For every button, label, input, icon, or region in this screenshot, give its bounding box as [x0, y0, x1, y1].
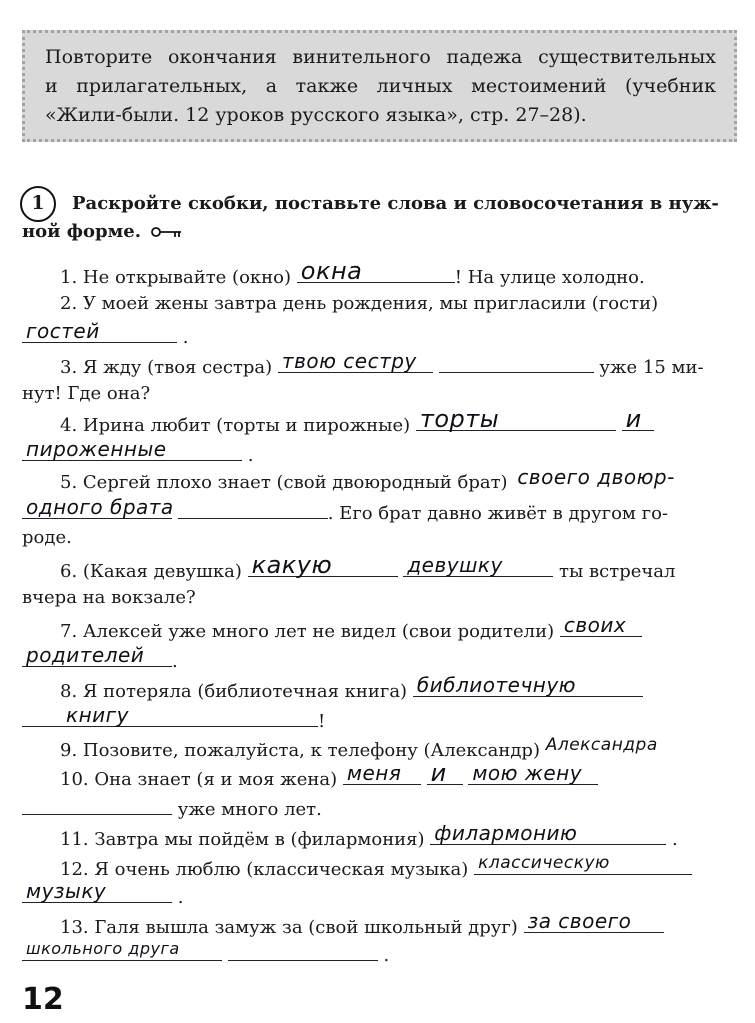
handwritten-answer: одного брата [26, 495, 174, 519]
exercise-item-7 [60, 614, 737, 646]
handwritten-answer: девушку [407, 553, 503, 577]
answer-field[interactable] [513, 466, 683, 488]
item-text: 9. Позовите, пожалуйста, к телефону (Александр) [60, 740, 540, 761]
instruction-line-1: Повторите окончания винительного падежа существительных [45, 46, 716, 68]
item-text: 6. (Какая девушка) [60, 561, 242, 582]
answer-field[interactable] [524, 910, 664, 933]
item-text: вчера на вокзале? [22, 587, 196, 608]
exercise-item-10 [60, 759, 737, 794]
answer-field-extra[interactable] [178, 496, 328, 519]
exercise-item-3 [60, 350, 737, 382]
handwritten-answer: школьного друга [26, 939, 180, 958]
exercise-item-2 [60, 290, 737, 318]
handwritten-answer: музыку [26, 879, 107, 903]
handwritten-answer: за своего [527, 909, 632, 933]
answer-field[interactable] [560, 614, 642, 637]
handwritten-answer: классическую [478, 853, 610, 873]
item-text: . [182, 327, 189, 348]
task-heading: Раскройте скобки, поставьте слова и словосочетания в нуж- [72, 193, 719, 214]
item-text: уже 15 ми- [599, 357, 704, 378]
handwritten-answer: пироженные [26, 437, 167, 461]
item-text: 8. Я потеряла (библиотечная книга) [60, 681, 408, 702]
item-text: . [172, 651, 178, 672]
instruction-line-3: «Жили-были. 12 уроков русского языка», стр. 27–28). [45, 104, 587, 126]
answer-field[interactable] [430, 822, 666, 845]
item-text: 10. Она знает (я и моя жена) [60, 769, 338, 790]
answer-field[interactable] [546, 734, 666, 756]
handwritten-answer: родителей [26, 643, 145, 667]
handwritten-answer: и [625, 405, 642, 433]
item-text: 11. Завтра мы пойдём в (филармония) [60, 829, 425, 850]
exercise-item-7-cont [22, 644, 737, 676]
handwritten-answer: торты [419, 405, 500, 433]
item-text: 5. Сергей плохо знает (свой двоюродный брат) [60, 472, 508, 493]
handwritten-answer: мою жену [472, 761, 583, 785]
item-text: 3. Я жду (твоя сестра) [60, 357, 273, 378]
task-heading-continued [22, 218, 183, 246]
handwritten-answer: филармонию [434, 821, 578, 845]
item-text: 2. У моей жены завтра день рождения, мы пригласили (гости) [60, 293, 659, 314]
answer-field-extra[interactable] [439, 350, 594, 373]
page-number: 12 [22, 982, 64, 1017]
answer-field[interactable] [22, 320, 177, 343]
answer-field[interactable] [22, 438, 242, 461]
exercise-item-11 [60, 822, 737, 854]
answer-field[interactable] [248, 551, 398, 579]
instruction-line-2: и прилагательных, а также личных местоимений (учебник [45, 75, 716, 97]
key-icon [151, 225, 183, 239]
instruction-box [22, 30, 737, 142]
handwritten-answer: меня [346, 761, 402, 785]
exercise-item-5-end [22, 524, 737, 552]
item-text: 7. Алексей уже много лет не видел (свои родители) [60, 621, 555, 642]
task-heading-end: ной форме. [22, 221, 141, 242]
handwritten-answer: гостей [26, 319, 100, 343]
answer-field[interactable] [278, 350, 433, 373]
answer-field[interactable] [297, 257, 455, 285]
item-text: уже много лет. [177, 799, 322, 820]
item-text: нут! Где она? [22, 383, 151, 404]
handwritten-answer: библиотечную [416, 673, 577, 697]
item-text: . Его брат давно живёт в другом го- [327, 503, 668, 524]
answer-field[interactable] [622, 405, 654, 433]
answer-field[interactable] [22, 880, 172, 903]
handwritten-answer: своего двоюр- [517, 465, 675, 489]
exercise-item-6-cont [22, 584, 737, 612]
answer-field[interactable] [468, 762, 598, 785]
answer-field[interactable] [22, 496, 172, 519]
handwritten-answer: окна [300, 257, 363, 285]
item-text: . [247, 445, 254, 466]
answer-field[interactable] [22, 938, 222, 961]
exercise-item-10-cont [22, 792, 737, 824]
exercise-item-8 [60, 674, 737, 706]
exercise-item-1 [60, 257, 737, 292]
handwritten-answer: Александра [545, 735, 658, 755]
handwritten-answer: книгу [66, 703, 129, 727]
exercise-item-13-cont [22, 938, 737, 970]
answer-field[interactable] [343, 762, 421, 785]
item-text: ! На улице холодно. [454, 267, 645, 288]
item-text: роде. [22, 527, 72, 548]
answer-field[interactable] [22, 644, 172, 667]
item-text: ! [318, 711, 326, 732]
item-text: 4. Ирина любит (торты и пирожные) [60, 415, 411, 436]
answer-field-extra[interactable] [228, 938, 378, 961]
item-text: 12. Я очень люблю (классическая музыка) [60, 859, 469, 880]
answer-field[interactable] [474, 852, 692, 875]
answer-field[interactable] [416, 405, 616, 433]
item-text: . [177, 887, 184, 908]
exercise-item-3-cont [22, 380, 737, 408]
handwritten-answer: своих [563, 613, 627, 637]
exercise-item-6 [60, 551, 737, 586]
handwritten-answer: какую [251, 551, 333, 579]
task-number-badge: 1 [20, 186, 56, 222]
answer-field[interactable] [403, 554, 553, 577]
item-text: . [383, 945, 390, 966]
answer-field[interactable] [22, 704, 318, 727]
answer-field[interactable] [413, 674, 643, 697]
handwritten-answer: и [430, 759, 447, 787]
item-text: 13. Галя вышла замуж за (свой школьный друг) [60, 917, 518, 938]
answer-field[interactable] [427, 759, 463, 787]
item-text: 1. Не открывайте (окно) [60, 267, 292, 288]
answer-field-extra[interactable] [22, 792, 172, 815]
item-text: . [672, 829, 678, 850]
handwritten-answer: твою сестру [281, 349, 417, 373]
item-text: ты встречал [559, 561, 676, 582]
